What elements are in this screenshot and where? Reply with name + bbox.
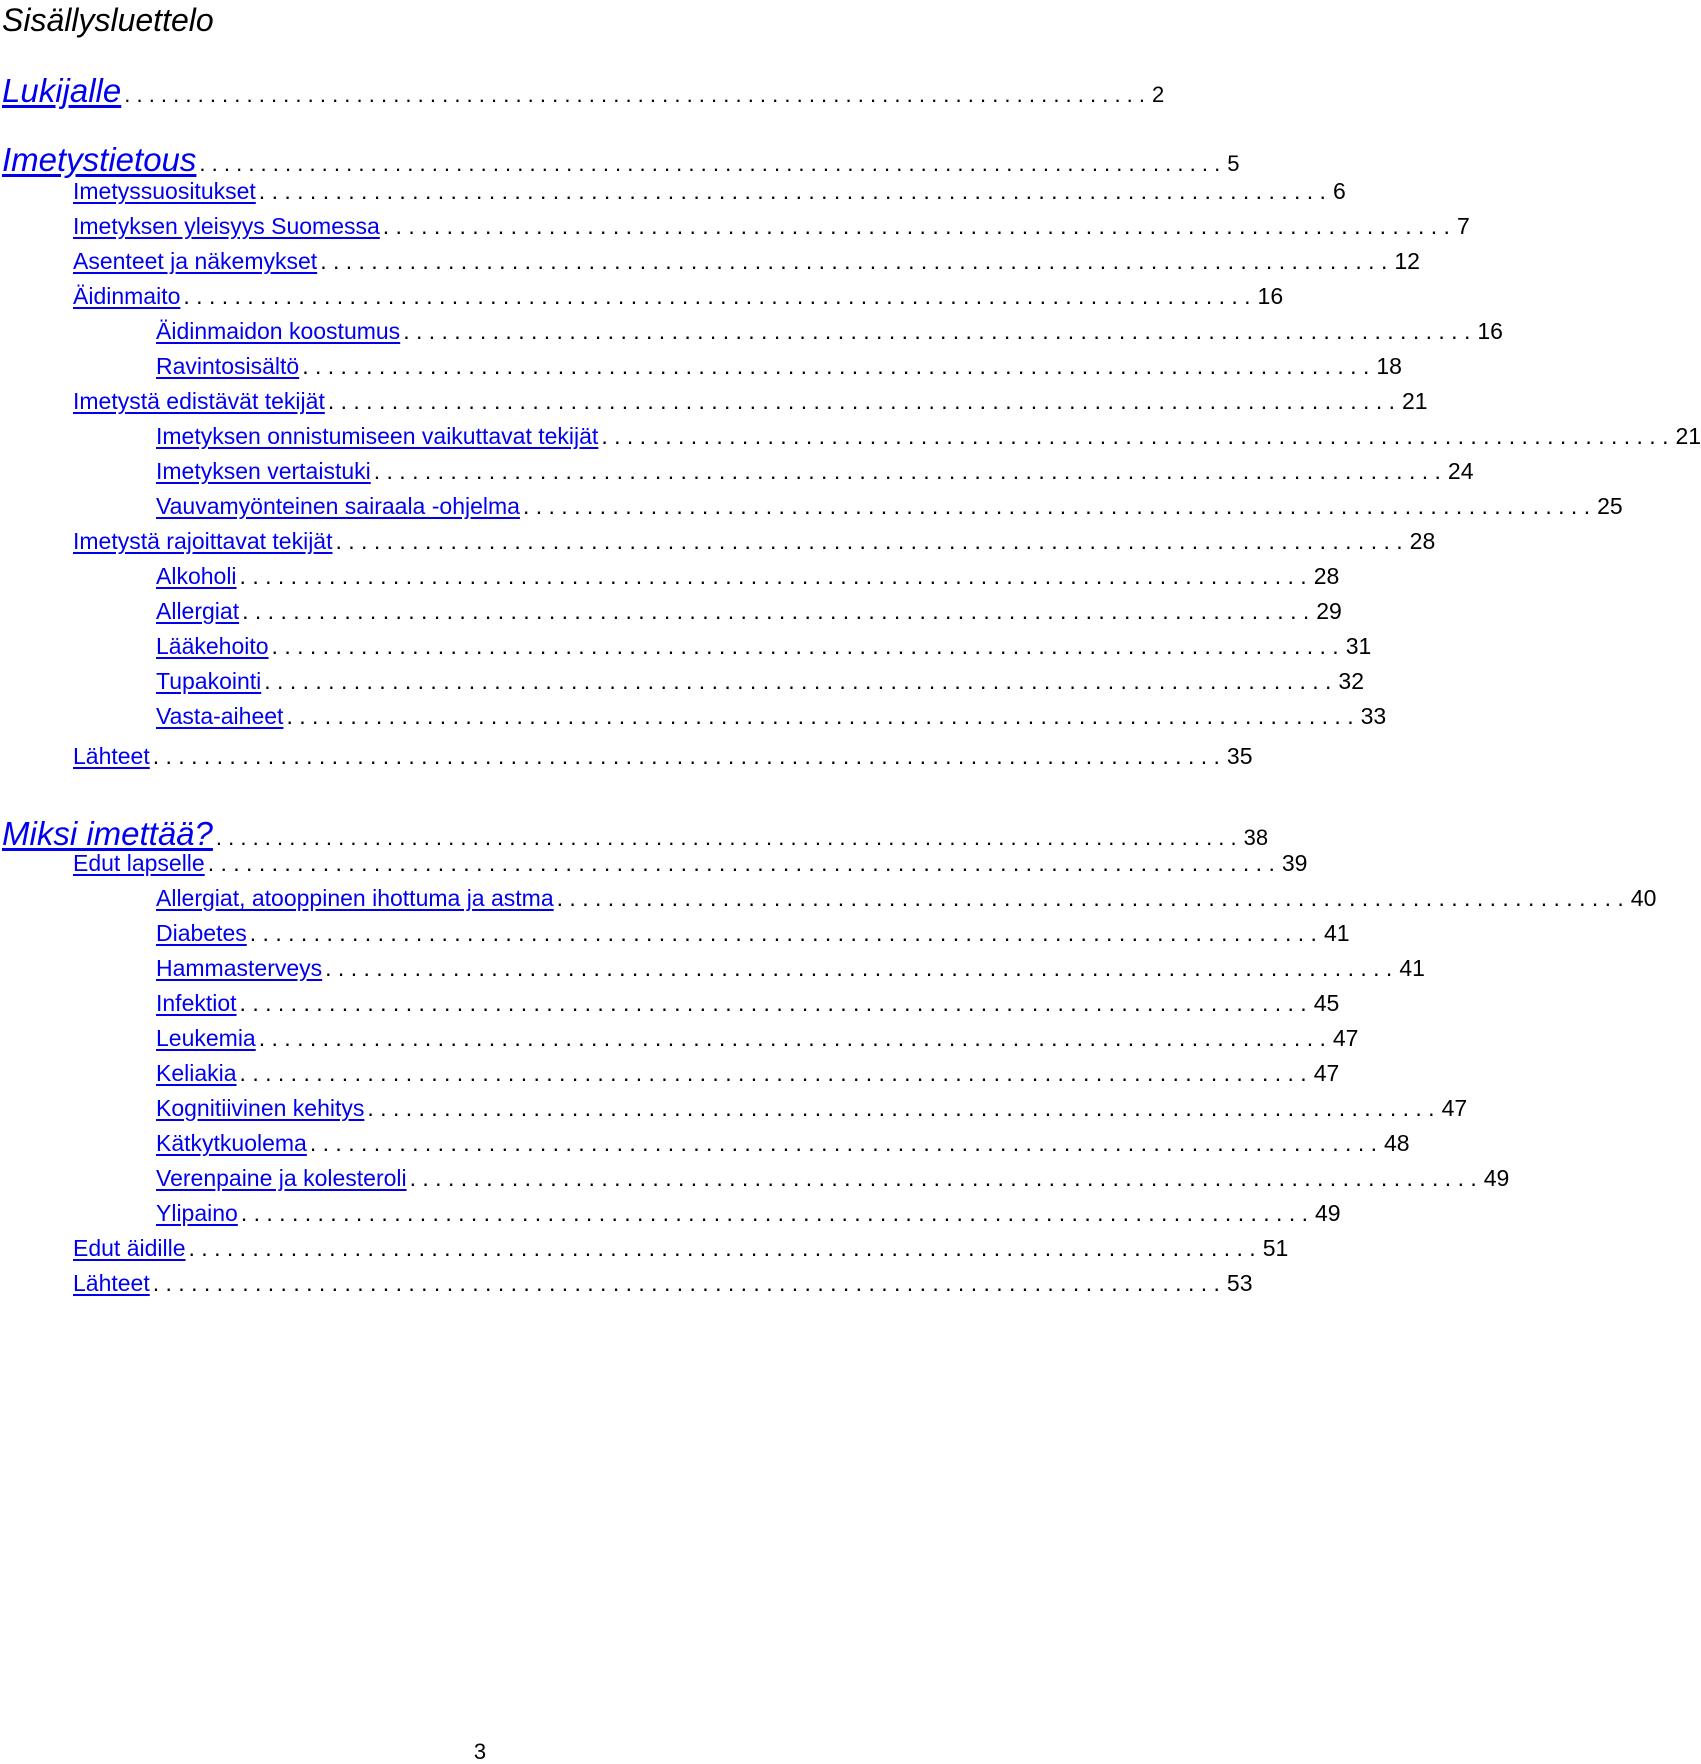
toc-page-number: 45 [1313, 990, 1340, 1016]
toc-page-number: 48 [1384, 1130, 1410, 1156]
toc-dot-leader: . . . . . . . . . . . . . . . . . . . . . . . . . . . . . . . . . . . . . . . . . . . . . . . . . . . . . . . . . . . . . . . . . . . . . . . . . . . . . . . . . . . . [373, 458, 1441, 484]
toc-entry-link[interactable]: Vasta-aiheet [156, 703, 284, 729]
toc-page-number: 6 [1332, 178, 1346, 204]
toc-entry-link[interactable]: Infektiot [156, 990, 237, 1016]
toc-page-number: 29 [1316, 598, 1342, 624]
toc-dot-leader: . . . . . . . . . . . . . . . . . . . . . . . . . . . . . . . . . . . . . . . . . . . . . . . . . . . . . . . . . . . . . . . . . . . . . . . . . . . . . . . . . . . . [403, 318, 1471, 344]
toc-entry-link[interactable]: Allergiat, atooppinen ihottuma ja astma [156, 885, 554, 911]
toc-entry-link[interactable]: Keliakia [156, 1060, 237, 1086]
toc-page-number: 47 [1332, 1025, 1359, 1051]
toc-dot-leader: . . . . . . . . . . . . . . . . . . . . . . . . . . . . . . . . . . . . . . . . . . . . . . . . . . . . . . . . . . . . . . . . . . . . . . . . . . . . . . . . . . . . [258, 1025, 1326, 1051]
toc-entry-link[interactable]: Asenteet ja näkemykset [73, 248, 318, 274]
toc-page-number: 41 [1399, 955, 1425, 981]
toc-dot-leader: . . . . . . . . . . . . . . . . . . . . . . . . . . . . . . . . . . . . . . . . . . . . . . . . . . . . . . . . . . . . . . . . . . . . . . . . . . . . . . . . . . . . [249, 920, 1317, 946]
toc-entry-link[interactable]: Imetyksen onnistumiseen vaikuttavat tekijät [156, 423, 599, 449]
toc-entry-link[interactable]: Äidinmaito [73, 283, 181, 309]
toc-dot-leader: . . . . . . . . . . . . . . . . . . . . . . . . . . . . . . . . . . . . . . . . . . . . . . . . . . . . . . . . . . . . . . . . . . . . . . . . . . . . . . . . . . . . [335, 528, 1403, 554]
toc-entry-link[interactable]: Imetyksen yleisyys Suomessa [73, 213, 380, 239]
toc-dot-leader: . . . . . . . . . . . . . . . . . . . . . . . . . . . . . . . . . . . . . . . . . . . . . . . . . . . . . . . . . . . . . . . . . . . . . . . . . . . . . . . . . . . . [239, 1060, 1307, 1086]
toc-page-number: 24 [1447, 458, 1474, 484]
toc-entry-link[interactable]: Imetystietous [2, 141, 197, 178]
toc-entry[interactable] [0, 1270, 1253, 1297]
toc-entry[interactable] [0, 493, 1623, 520]
toc-entry[interactable] [0, 955, 1425, 982]
toc-entry[interactable] [0, 703, 1387, 730]
toc-entry-link[interactable]: Tupakointi [156, 668, 262, 694]
toc-entry-link[interactable]: Miksi imettää? [2, 815, 213, 852]
toc-dot-leader: . . . . . . . . . . . . . . . . . . . . . . . . . . . . . . . . . . . . . . . . . . . . . . . . . . . . . . . . . . . . . . . . . . . . . . . . . . . . . . . . . . . . [240, 1200, 1308, 1226]
toc-page-number: 12 [1394, 248, 1420, 274]
toc-entry[interactable] [0, 885, 1657, 912]
toc-dot-leader: . . . . . . . . . . . . . . . . . . . . . . . . . . . . . . . . . . . . . . . . . . . . . . . . . . . . . . . . . . . . . . . . . . . . . . . . . . . . . . . . . . . . [409, 1165, 1477, 1191]
toc-entry[interactable] [0, 528, 1436, 555]
toc-entry[interactable] [0, 213, 1470, 240]
toc-entry-link[interactable]: Imetyssuositukset [73, 178, 256, 204]
toc-entry-link[interactable]: Lääkehoito [156, 633, 269, 659]
toc-entry[interactable] [0, 815, 1269, 853]
toc-entry-link[interactable]: Vauvamyönteinen sairaala -ohjelma [156, 493, 520, 519]
toc-entry[interactable] [0, 248, 1420, 275]
toc-entry[interactable] [0, 318, 1503, 345]
toc-dot-leader: . . . . . . . . . . . . . . . . . . . . . . . . . . . . . . . . . . . . . . . . . . . . . . . . . . . . . . . . . . . . . . . . . . . . . . . . . . . . . . . . . . . . [188, 1235, 1256, 1261]
toc-entry[interactable] [0, 72, 1165, 110]
toc-page-number: 39 [1281, 850, 1308, 876]
toc-entry-link[interactable]: Imetystä edistävät tekijät [73, 388, 325, 414]
toc-dot-leader: . . . . . . . . . . . . . . . . . . . . . . . . . . . . . . . . . . . . . . . . . . . . . . . . . . . . . . . . . . . . . . . . . . . . . . . . . . . . . . . . . . . . [367, 1095, 1435, 1121]
toc-entry[interactable] [0, 598, 1342, 625]
toc-dot-leader: . . . . . . . . . . . . . . . . . . . . . . . . . . . . . . . . . . . . . . . . . . . . . . . . . . . . . . . . . . . . . . . . . . . . . . . . . . . . . . . . . . . . [183, 283, 1251, 309]
toc-entry-link[interactable]: Edut lapselle [73, 850, 205, 876]
toc-page-number: 47 [1441, 1095, 1468, 1121]
toc-entry[interactable] [0, 353, 1402, 380]
toc-page-number: 40 [1630, 885, 1657, 911]
toc-entry[interactable] [0, 668, 1365, 695]
toc-entry[interactable] [0, 563, 1340, 590]
toc-page-number: 49 [1483, 1165, 1510, 1191]
toc-dot-leader: . . . . . . . . . . . . . . . . . . . . . . . . . . . . . . . . . . . . . . . . . . . . . . . . . . . . . . . . . . . . . . . . . . . . . . . . . . . . . . . . . . . . [286, 703, 1354, 729]
toc-page-number: 21 [1675, 423, 1701, 449]
toc-entry-link[interactable]: Kätkytkuolema [156, 1130, 307, 1156]
toc-page-number: 31 [1345, 633, 1372, 659]
toc-entry[interactable] [0, 990, 1340, 1017]
toc-entry-link[interactable]: Edut äidille [73, 1235, 186, 1261]
toc-dot-leader: . . . . . . . . . . . . . . . . . . . . . . . . . . . . . . . . . . . . . . . . . . . . . . . . . . . . . . . . . . . . . . . . . . . . . . . . . . . . . . . . . . . . [320, 248, 1388, 274]
toc-dot-leader: . . . . . . . . . . . . . . . . . . . . . . . . . . . . . . . . . . . . . . . . . . . . . . . . . . . . . . . . . . . . . . . . . . . . . . . . . . . . . . . . . . . . [309, 1130, 1378, 1156]
toc-dot-leader: . . . . . . . . . . . . . . . . . . . . . . . . . . . . . . . . . . . . . . . . . . . . . . . . . . . . . . . . . . . . . . . . . . . . . . . . . . . . . . . . . . . . [522, 493, 1591, 519]
toc-page-number: 28 [1409, 528, 1436, 554]
toc-page-number: 16 [1257, 283, 1284, 309]
toc-page-number: 18 [1376, 353, 1402, 379]
toc-dot-leader: . . . . . . . . . . . . . . . . . . . . . . . . . . . . . . . . . . . . . . . . . . . . . . . . . . . . . . . . . . . . . . . . . . . . . . . . . . . . . . . . . . . . [556, 885, 1624, 911]
toc-dot-leader: . . . . . . . . . . . . . . . . . . . . . . . . . . . . . . . . . . . . . . . . . . . . . . . . . . . . . . . . . . . . . . . . . . . . . . . . . . . . . . . . . . . . [258, 178, 1326, 204]
toc-entry[interactable] [0, 1025, 1359, 1052]
toc-page-number: 33 [1360, 703, 1387, 729]
toc-entry-link[interactable]: Diabetes [156, 920, 247, 946]
toc-entry[interactable] [0, 458, 1474, 485]
toc-page-number: 5 [1227, 151, 1240, 176]
toc-entry-link[interactable]: Alkoholi [156, 563, 237, 589]
toc-entry[interactable] [0, 1060, 1340, 1087]
toc-entry[interactable] [0, 178, 1346, 205]
toc-entry-link[interactable]: Hammasterveys [156, 955, 323, 981]
toc-entry[interactable] [0, 388, 1428, 415]
toc-page-number: 53 [1226, 1270, 1253, 1296]
toc-dot-leader: . . . . . . . . . . . . . . . . . . . . . . . . . . . . . . . . . . . . . . . . . . . . . . . . . . . . . . . . . . . . . . . . . . . . . . . . . . . . . . . . . . . . [207, 850, 1275, 876]
toc-dot-leader: . . . . . . . . . . . . . . . . . . . . . . . . . . . . . . . . . . . . . . . . . . . . . . . . . . . . . . . . . . . . . . . . . . . . . . . . . . . . . . . . . . . . [327, 388, 1395, 414]
toc-page-number: 16 [1477, 318, 1503, 344]
page-number: 3 [473, 1739, 487, 1764]
toc-page-number: 41 [1323, 920, 1350, 946]
toc-dot-leader: . . . . . . . . . . . . . . . . . . . . . . . . . . . . . . . . . . . . . . . . . . . . . . . . . . . . . . . . . . . . . . . . . . . . . . . . . . . . . . . . . . . . [264, 668, 1332, 694]
toc-dot-leader: . . . . . . . . . . . . . . . . . . . . . . . . . . . . . . . . . . . . . . . . . . . . . . . . . . . . . . . . . . . . . . . . . . . . . . . . . . . . . . . . . . . . [152, 1270, 1220, 1296]
toc-entry[interactable] [0, 920, 1350, 947]
toc-entry[interactable] [0, 141, 1240, 179]
toc-dot-leader: . . . . . . . . . . . . . . . . . . . . . . . . . . . . . . . . . . . . . . . . . . . . . . . . . . . . . . . . . . . . . . . . . . . . . . . . . . . . . . . . . . . . [215, 825, 1237, 850]
toc-entry-link[interactable]: Imetyksen vertaistuki [156, 458, 371, 484]
toc-page-number: 32 [1338, 668, 1365, 694]
toc-dot-leader: . . . . . . . . . . . . . . . . . . . . . . . . . . . . . . . . . . . . . . . . . . . . . . . . . . . . . . . . . . . . . . . . . . . . . . . . . . . . . . . . . . . . [302, 353, 1370, 379]
toc-page-number: 21 [1402, 388, 1428, 414]
toc-entry[interactable] [0, 1235, 1289, 1262]
toc-page-number: 38 [1243, 825, 1269, 850]
toc-entry-link[interactable]: Lukijalle [2, 72, 122, 109]
toc-entry[interactable] [0, 1165, 1510, 1192]
toc-dot-leader: . . . . . . . . . . . . . . . . . . . . . . . . . . . . . . . . . . . . . . . . . . . . . . . . . . . . . . . . . . . . . . . . . . . . . . . . . . . . . . . . . . . . [601, 423, 1669, 449]
toc-dot-leader: . . . . . . . . . . . . . . . . . . . . . . . . . . . . . . . . . . . . . . . . . . . . . . . . . . . . . . . . . . . . . . . . . . . . . . . . . . . . . . . . . . . . [382, 213, 1450, 239]
toc-entry[interactable] [0, 850, 1308, 877]
toc-entry-link[interactable]: Ravintosisältö [156, 353, 300, 379]
toc-dot-leader: . . . . . . . . . . . . . . . . . . . . . . . . . . . . . . . . . . . . . . . . . . . . . . . . . . . . . . . . . . . . . . . . . . . . . . . . . . . . . . . . . . . . [271, 633, 1339, 659]
toc-page-number: 35 [1226, 743, 1253, 769]
toc-page-number: 28 [1313, 563, 1340, 589]
toc-entry[interactable] [0, 423, 1701, 450]
toc-page-number: 2 [1152, 82, 1165, 107]
toc-entry-link[interactable]: Äidinmaidon koostumus [156, 318, 401, 344]
toc-entry-link[interactable]: Imetystä rajoittavat tekijät [73, 528, 333, 554]
toc-entry-link[interactable]: Ylipaino [156, 1200, 238, 1226]
toc-dot-leader: . . . . . . . . . . . . . . . . . . . . . . . . . . . . . . . . . . . . . . . . . . . . . . . . . . . . . . . . . . . . . . . . . . . . . . . . . . . . . . . . . . . . [124, 82, 1146, 107]
toc-dot-leader: . . . . . . . . . . . . . . . . . . . . . . . . . . . . . . . . . . . . . . . . . . . . . . . . . . . . . . . . . . . . . . . . . . . . . . . . . . . . . . . . . . . . [239, 990, 1307, 1016]
toc-entry[interactable] [0, 1130, 1410, 1157]
toc-entry-link[interactable]: Leukemia [156, 1025, 256, 1051]
toc-page-number: 25 [1597, 493, 1623, 519]
toc-dot-leader: . . . . . . . . . . . . . . . . . . . . . . . . . . . . . . . . . . . . . . . . . . . . . . . . . . . . . . . . . . . . . . . . . . . . . . . . . . . . . . . . . . . . [242, 598, 1310, 624]
toc-dot-leader: . . . . . . . . . . . . . . . . . . . . . . . . . . . . . . . . . . . . . . . . . . . . . . . . . . . . . . . . . . . . . . . . . . . . . . . . . . . . . . . . . . . . [199, 151, 1221, 176]
toc-entry[interactable] [0, 633, 1372, 660]
toc-dot-leader: . . . . . . . . . . . . . . . . . . . . . . . . . . . . . . . . . . . . . . . . . . . . . . . . . . . . . . . . . . . . . . . . . . . . . . . . . . . . . . . . . . . . [152, 743, 1220, 769]
toc-page-number: 47 [1313, 1060, 1340, 1086]
toc-entry[interactable] [0, 283, 1284, 310]
toc-entry-link[interactable]: Lähteet [73, 743, 150, 769]
toc-entry-link[interactable]: Kognitiivinen kehitys [156, 1095, 365, 1121]
toc-page-number: 49 [1315, 1200, 1341, 1226]
toc-title: Sisällysluettelo [2, 2, 214, 38]
toc-page-number: 51 [1262, 1235, 1289, 1261]
toc-entry[interactable] [0, 1095, 1468, 1122]
toc-dot-leader: . . . . . . . . . . . . . . . . . . . . . . . . . . . . . . . . . . . . . . . . . . . . . . . . . . . . . . . . . . . . . . . . . . . . . . . . . . . . . . . . . . . . [325, 955, 1393, 981]
toc-entry-link[interactable]: Lähteet [73, 1270, 150, 1296]
toc-entry-link[interactable]: Allergiat [156, 598, 240, 624]
toc-entry[interactable] [0, 1200, 1341, 1227]
toc-dot-leader: . . . . . . . . . . . . . . . . . . . . . . . . . . . . . . . . . . . . . . . . . . . . . . . . . . . . . . . . . . . . . . . . . . . . . . . . . . . . . . . . . . . . [239, 563, 1307, 589]
toc-entry[interactable] [0, 743, 1253, 770]
toc-page-number: 7 [1456, 213, 1470, 239]
toc-entry-link[interactable]: Verenpaine ja kolesteroli [156, 1165, 407, 1191]
